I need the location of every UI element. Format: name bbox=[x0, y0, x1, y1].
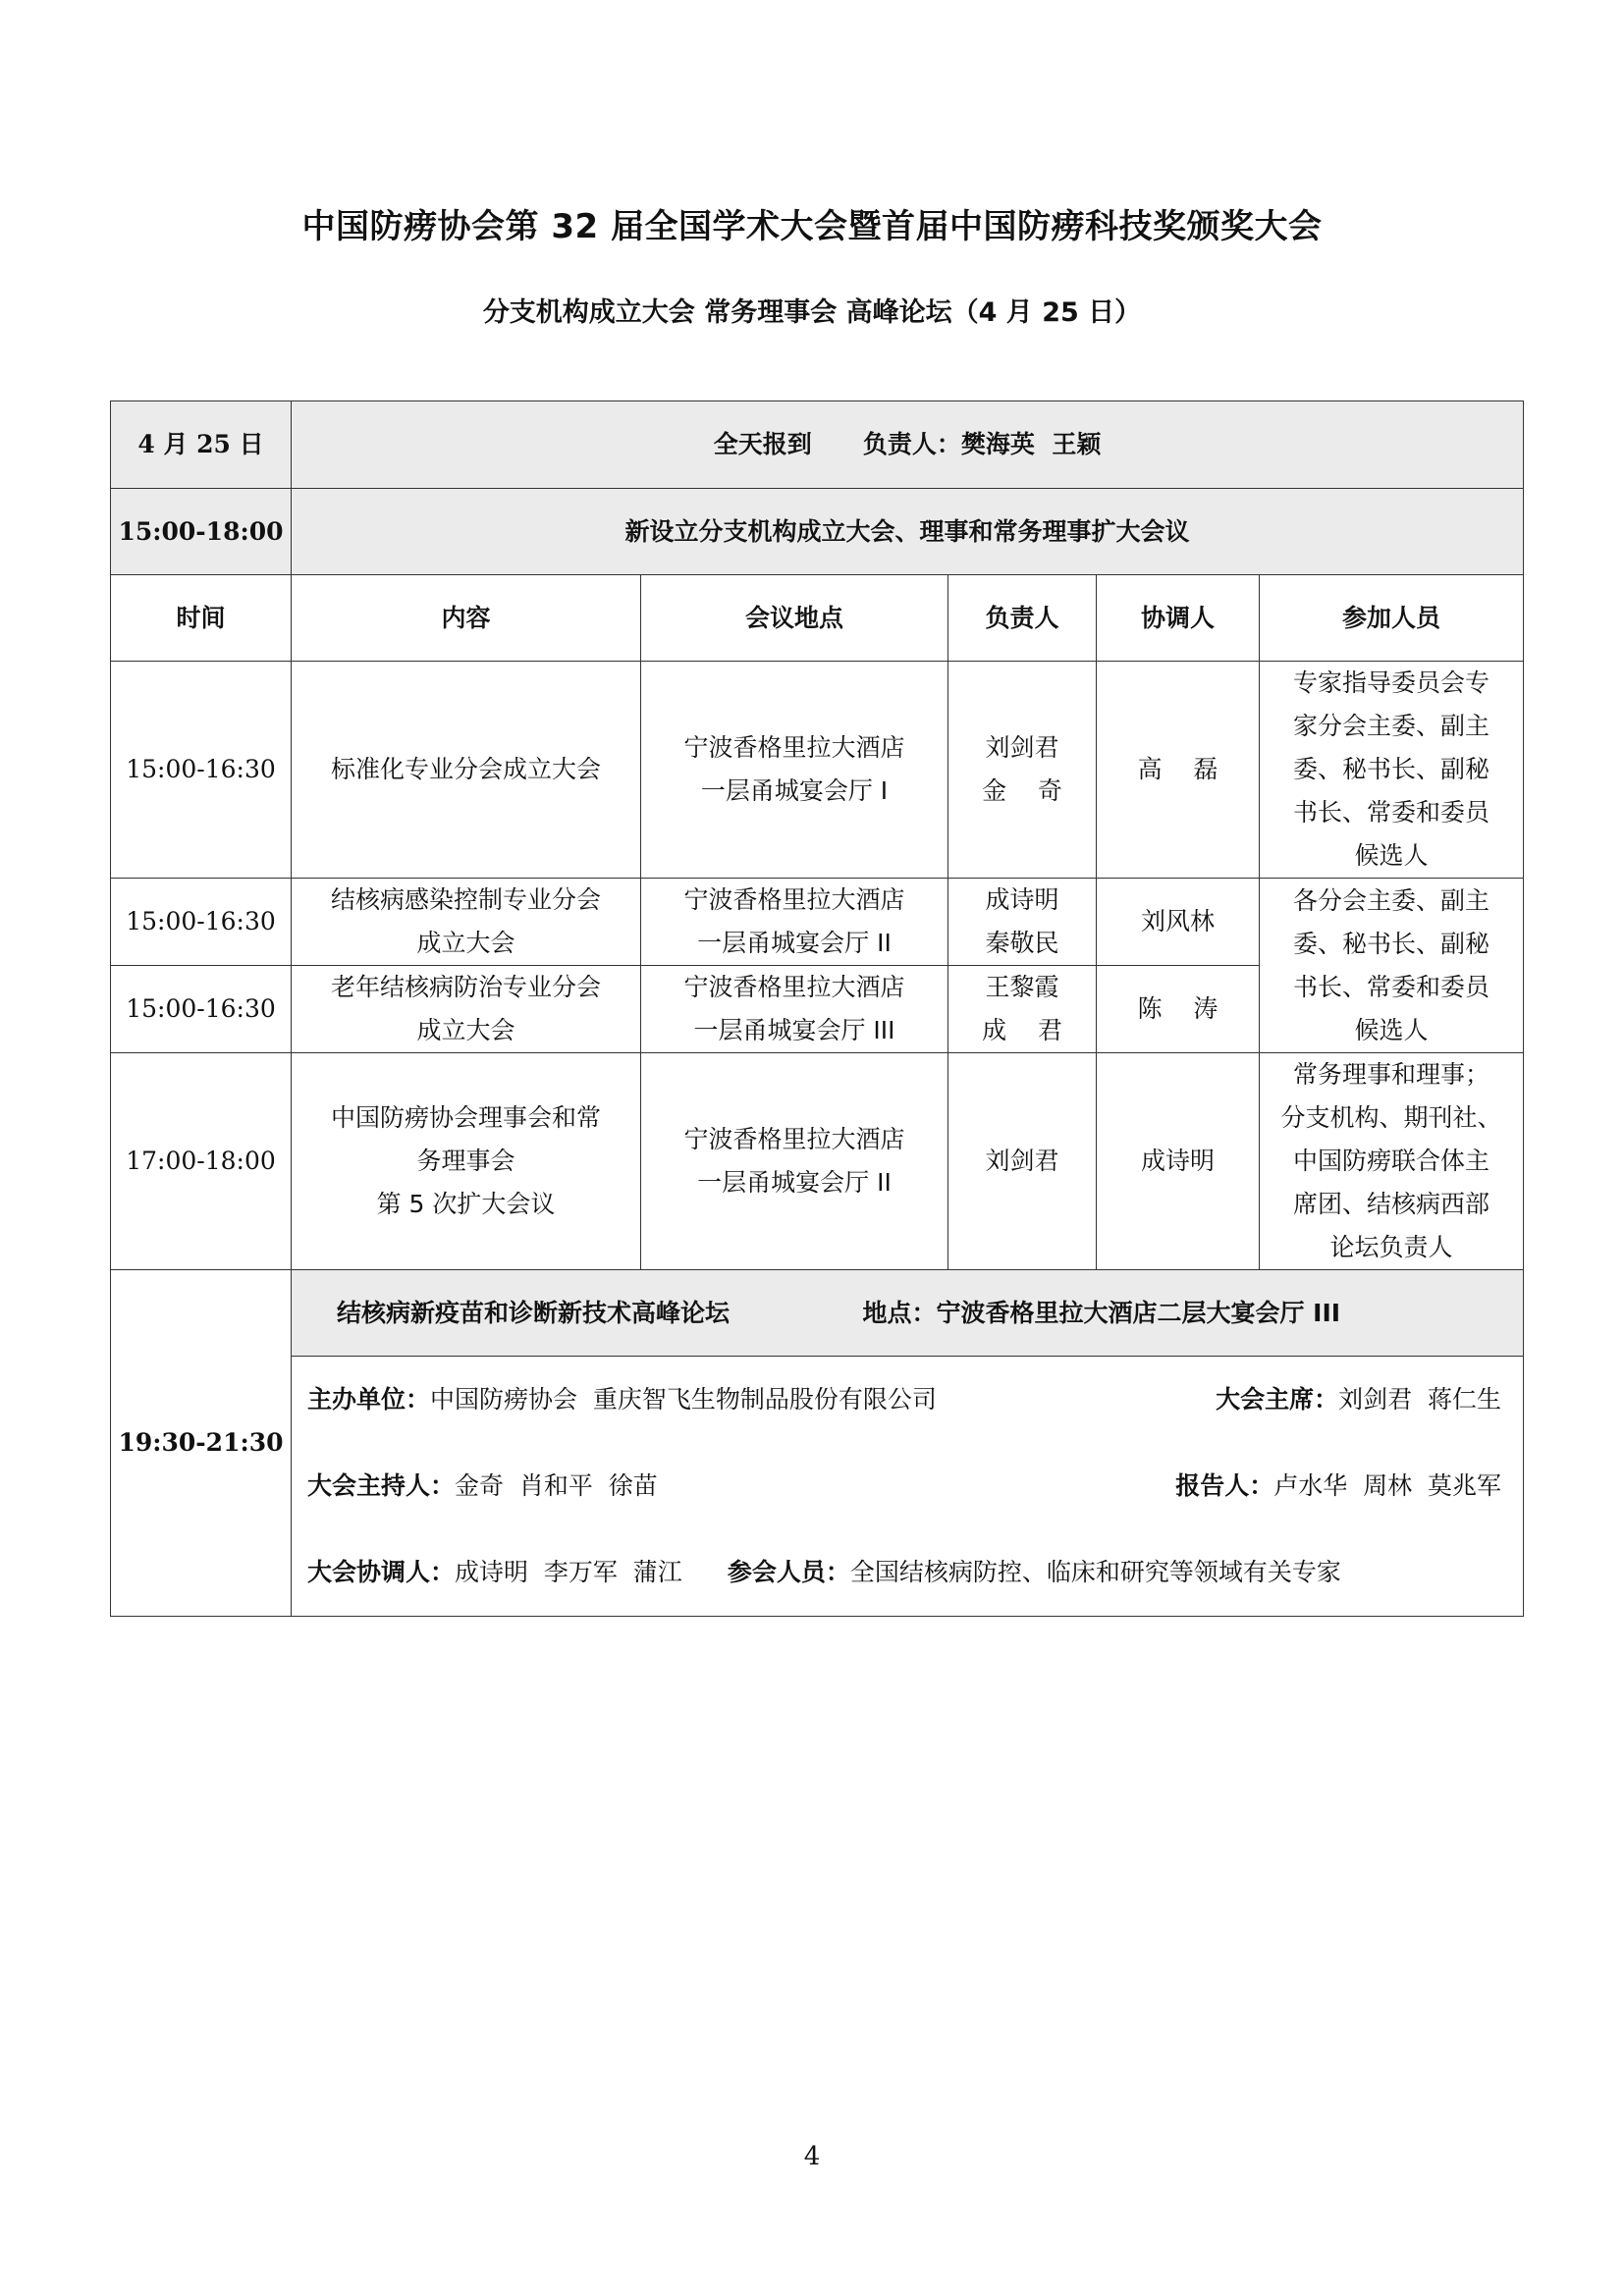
forum-header bbox=[292, 1270, 1524, 1357]
page-number: 4 bbox=[803, 2142, 821, 2171]
forum-location-label: 地点： bbox=[862, 1298, 937, 1327]
coord-value: 成诗明 李万军 蒲江 bbox=[455, 1558, 682, 1586]
row-attendees: 专家指导委员会专 家分会主委、副主 委、秘书长、副秘 书长、常委和委员 候选人 bbox=[1260, 662, 1524, 879]
header-content: 内容 bbox=[292, 575, 641, 662]
organizer-label: 主办单位： bbox=[307, 1385, 431, 1414]
row-coordinator: 刘风林 bbox=[1097, 879, 1260, 966]
document-title: 中国防痨协会第 32 届全国学术大会暨首届中国防痨科技奖颁奖大会 bbox=[301, 207, 1323, 246]
session-title: 新设立分支机构成立大会、理事和常务理事扩大会议 bbox=[292, 489, 1524, 575]
row-time: 17:00-18:00 bbox=[111, 1053, 292, 1270]
shared-attendees: 各分会主委、副主 委、秘书长、副秘 书长、常委和委员 候选人 bbox=[1260, 879, 1524, 1053]
row-venue: 宁波香格里拉大酒店 一层甬城宴会厅 I bbox=[641, 662, 948, 879]
forum-details-row bbox=[111, 1357, 1524, 1617]
registration-row bbox=[111, 401, 1524, 489]
row-venue: 宁波香格里拉大酒店 一层甬城宴会厅 II bbox=[641, 1053, 948, 1270]
row-leader: 王黎霞 成 君 bbox=[948, 966, 1097, 1053]
row-coordinator: 高 磊 bbox=[1097, 662, 1260, 879]
header-leader: 负责人 bbox=[948, 575, 1097, 662]
header-attendees: 参加人员 bbox=[1260, 575, 1524, 662]
row-leader: 成诗明 秦敬民 bbox=[948, 879, 1097, 966]
row-venue: 宁波香格里拉大酒店 一层甬城宴会厅 III bbox=[641, 966, 948, 1053]
registration-text: 全天报到 负责人：樊海英 王颖 bbox=[292, 401, 1524, 489]
row-time: 15:00-16:30 bbox=[111, 966, 292, 1053]
forum-location: 宁波香格里拉大酒店二层大宴会厅 III bbox=[936, 1298, 1341, 1327]
header-venue: 会议地点 bbox=[641, 575, 948, 662]
participants-label: 参会人员： bbox=[727, 1558, 850, 1586]
participants-value: 全国结核病防控、临床和研究等领域有关专家 bbox=[849, 1558, 1341, 1586]
row-content: 标准化专业分会成立大会 bbox=[292, 662, 641, 879]
row-content: 老年结核病防治专业分会 成立大会 bbox=[292, 966, 641, 1053]
session-title-row bbox=[111, 489, 1524, 575]
table-row bbox=[111, 662, 1524, 879]
speaker-value: 卢水华 周林 莫兆军 bbox=[1273, 1471, 1502, 1500]
forum-info-row-3 bbox=[292, 1529, 1523, 1616]
forum-info-row-1 bbox=[292, 1357, 1523, 1443]
table-header-row bbox=[111, 575, 1524, 662]
row-attendees: 常务理事和理事； 分支机构、期刊社、 中国防痨联合体主 席团、结核病西部 论坛负责人 bbox=[1260, 1053, 1524, 1270]
header-time: 时间 bbox=[111, 575, 292, 662]
table-row bbox=[111, 879, 1524, 966]
row-time: 15:00-16:30 bbox=[111, 879, 292, 966]
organizer-value: 中国防痨协会 重庆智飞生物制品股份有限公司 bbox=[430, 1385, 937, 1414]
row-leader: 刘剑君 bbox=[948, 1053, 1097, 1270]
host-label: 大会主持人： bbox=[307, 1471, 456, 1500]
forum-time: 19:30-21:30 bbox=[111, 1270, 292, 1617]
table-row bbox=[111, 1053, 1524, 1270]
row-venue: 宁波香格里拉大酒店 一层甬城宴会厅 II bbox=[641, 879, 948, 966]
coord-label: 大会协调人： bbox=[307, 1558, 456, 1586]
forum-details bbox=[292, 1357, 1524, 1617]
forum-info-row-2 bbox=[292, 1443, 1523, 1529]
chair-value: 刘剑君 蒋仁生 bbox=[1338, 1385, 1502, 1414]
row-coordinator: 陈 涛 bbox=[1097, 966, 1260, 1053]
row-content: 结核病感染控制专业分会 成立大会 bbox=[292, 879, 641, 966]
row-content: 中国防痨协会理事会和常 务理事会 第 5 次扩大会议 bbox=[292, 1053, 641, 1270]
header-coordinator: 协调人 bbox=[1097, 575, 1260, 662]
session-time: 15:00-18:00 bbox=[111, 489, 292, 575]
chair-label: 大会主席： bbox=[1216, 1385, 1339, 1414]
row-time: 15:00-16:30 bbox=[111, 662, 292, 879]
forum-title: 结核病新疫苗和诊断新技术高峰论坛 bbox=[337, 1298, 731, 1327]
document-subtitle: 分支机构成立大会 常务理事会 高峰论坛（4 月 25 日） bbox=[482, 297, 1142, 328]
schedule-table bbox=[110, 400, 1524, 1617]
row-coordinator: 成诗明 bbox=[1097, 1053, 1260, 1270]
row-leader: 刘剑君 金 奇 bbox=[948, 662, 1097, 879]
host-value: 金奇 肖和平 徐苗 bbox=[455, 1471, 658, 1500]
speaker-label: 报告人： bbox=[1175, 1471, 1274, 1500]
forum-title-row bbox=[111, 1270, 1524, 1357]
registration-date: 4 月 25 日 bbox=[111, 401, 292, 489]
